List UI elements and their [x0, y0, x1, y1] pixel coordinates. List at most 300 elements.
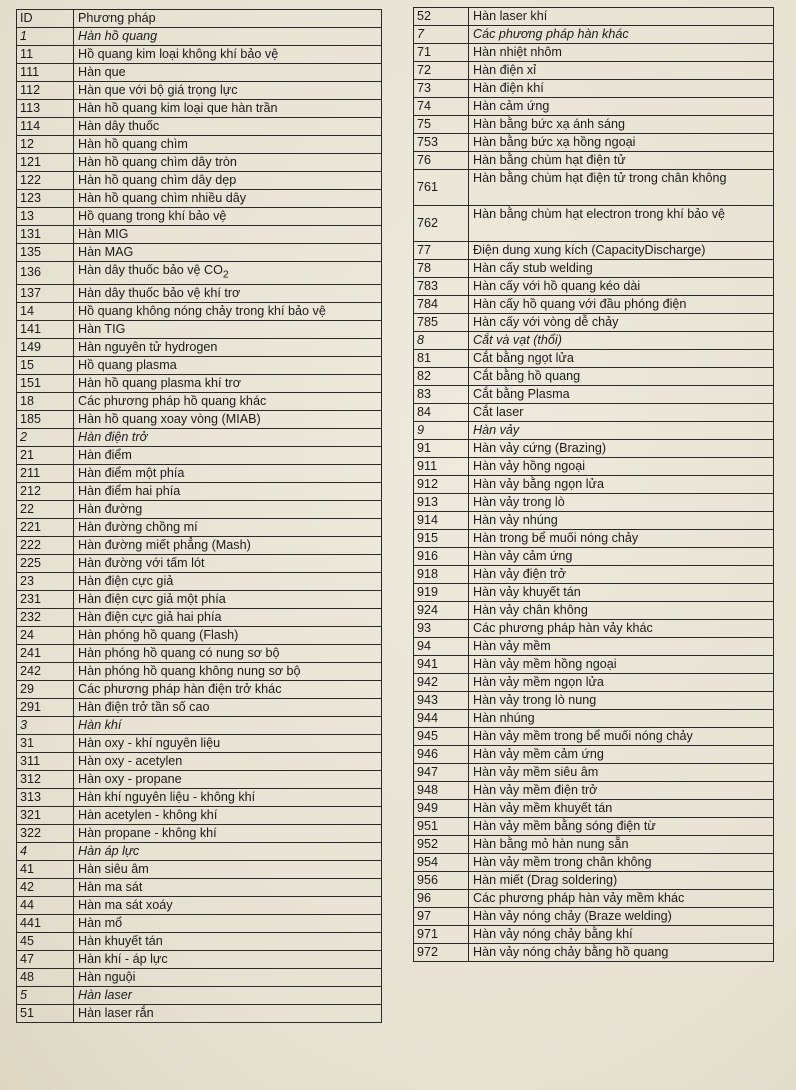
table-row: [414, 440, 774, 458]
table-row: [414, 98, 774, 116]
table-row: [414, 44, 774, 62]
method-name-text: Hàn vảy chân không: [473, 603, 588, 617]
method-name-cell: [469, 476, 774, 494]
table-row: [414, 728, 774, 746]
method-id-cell: 221: [17, 518, 74, 536]
method-name-cell: [469, 656, 774, 674]
table-row: [414, 584, 774, 602]
table-row: [17, 482, 382, 500]
method-id-cell: 916: [414, 548, 469, 566]
table-row: [17, 64, 382, 82]
method-name-cell: [469, 638, 774, 656]
left-table-body: [17, 10, 382, 1023]
method-name-text: Hàn vảy mềm trong chân không: [473, 855, 652, 869]
method-id-cell: 137: [17, 284, 74, 302]
method-id-cell: 211: [17, 464, 74, 482]
method-name-text: Các phương pháp hàn vảy mềm khác: [473, 891, 685, 905]
table-row: [17, 82, 382, 100]
method-name-cell: [469, 296, 774, 314]
method-id-cell: 321: [17, 806, 74, 824]
method-id-cell: 946: [414, 746, 469, 764]
method-name-text: Hàn cấy hồ quang với đầu phóng điện: [473, 297, 687, 311]
method-name-cell: [74, 410, 382, 428]
method-name-cell: [74, 716, 382, 734]
method-id-cell: 242: [17, 662, 74, 680]
method-name-cell: [469, 440, 774, 458]
table-row: [414, 242, 774, 260]
method-name-text: Hàn bằng bức xạ ánh sáng: [473, 117, 625, 131]
method-id-cell: 76: [414, 152, 469, 170]
method-name-cell: [469, 278, 774, 296]
method-name-text: Hàn vảy cảm ứng: [473, 549, 573, 563]
method-name-text: Hàn vảy cứng (Brazing): [473, 441, 607, 455]
method-id-cell: 947: [414, 764, 469, 782]
table-row: [414, 8, 774, 26]
table-row: [17, 518, 382, 536]
table-row: [414, 134, 774, 152]
method-name-cell: [74, 770, 382, 788]
method-name-cell: [74, 986, 382, 1004]
method-name-cell: [74, 608, 382, 626]
table-row: [17, 896, 382, 914]
method-name-cell: [469, 116, 774, 134]
method-name-text: Cắt và vạt (thổi): [473, 333, 562, 347]
method-name-text: Hàn vảy mềm cảm ứng: [473, 747, 604, 761]
method-id-cell: 222: [17, 536, 74, 554]
table-row: [414, 512, 774, 530]
method-name-cell: [469, 620, 774, 638]
method-id-cell: 1: [17, 28, 74, 46]
method-name-cell: [74, 482, 382, 500]
method-name-cell: [469, 134, 774, 152]
method-name-cell: [469, 818, 774, 836]
method-name-cell: [74, 1004, 382, 1022]
method-id-cell: 4: [17, 842, 74, 860]
method-name-cell: [74, 172, 382, 190]
method-name-text: Hàn vảy nhúng: [473, 513, 558, 527]
method-id-cell: 212: [17, 482, 74, 500]
method-name-text: Hàn hồ quang chìm dây tròn: [78, 155, 237, 169]
method-id-cell: 185: [17, 410, 74, 428]
table-row: [17, 860, 382, 878]
method-name-text: Hàn vảy mềm siêu âm: [473, 765, 599, 779]
method-id-cell: 241: [17, 644, 74, 662]
table-row: [414, 656, 774, 674]
table-row: [414, 152, 774, 170]
method-name-cell: [74, 100, 382, 118]
table-row: [17, 374, 382, 392]
method-name-text: Hàn que: [78, 65, 126, 79]
method-name-cell: [469, 80, 774, 98]
method-name-text: Hàn điện trở tần số cao: [78, 699, 210, 714]
table-row: [17, 320, 382, 338]
method-name-text: Hàn khí - áp lực: [78, 951, 168, 966]
table-row: [17, 698, 382, 716]
table-row: [17, 986, 382, 1004]
method-name-cell: [74, 46, 382, 64]
method-id-cell: 141: [17, 320, 74, 338]
method-name-cell: [74, 680, 382, 698]
table-row: [414, 314, 774, 332]
table-row: [414, 620, 774, 638]
table-row: [17, 244, 382, 262]
method-id-cell: 22: [17, 500, 74, 518]
method-name-cell: [74, 374, 382, 392]
method-id-cell: 75: [414, 116, 469, 134]
method-name-cell: [74, 518, 382, 536]
method-id-cell: 48: [17, 968, 74, 986]
method-name-text: Các phương pháp hàn điện trở khác: [78, 681, 282, 696]
method-name-cell: [74, 554, 382, 572]
method-name-cell: [469, 692, 774, 710]
method-id-cell: 941: [414, 656, 469, 674]
method-name-text: Hàn vảy bằng ngọn lửa: [473, 477, 604, 491]
method-name-text: Hàn nguyên tử hydrogen: [78, 339, 218, 354]
table-row: [414, 422, 774, 440]
method-name-cell: [469, 566, 774, 584]
method-name-cell: [469, 458, 774, 476]
method-id-cell: 971: [414, 926, 469, 944]
method-name-text: Hàn phóng hồ quang không nung sơ bộ: [78, 663, 301, 678]
table-row: [17, 302, 382, 320]
table-row: [17, 464, 382, 482]
method-id-cell: 949: [414, 800, 469, 818]
table-row: [414, 278, 774, 296]
method-name-text: Hàn đường miết phẳng (Mash): [78, 537, 251, 552]
method-id-cell: 918: [414, 566, 469, 584]
method-id-cell: 914: [414, 512, 469, 530]
method-id-cell: 78: [414, 260, 469, 278]
method-id-cell: 915: [414, 530, 469, 548]
table-row: [414, 386, 774, 404]
method-name-cell: [469, 674, 774, 692]
method-name-text: Hàn vảy nóng chảy bằng hồ quang: [473, 945, 669, 959]
method-id-cell: 14: [17, 302, 74, 320]
table-row: [414, 782, 774, 800]
method-name-text: Hàn cấy với vòng dễ chảy: [473, 315, 619, 329]
table-row: [17, 788, 382, 806]
method-id-cell: 322: [17, 824, 74, 842]
table-row: [17, 932, 382, 950]
method-name-text: Hàn điện xỉ: [473, 63, 537, 77]
method-name-text: Hàn hồ quang chìm dây dẹp: [78, 173, 237, 187]
table-row: [414, 602, 774, 620]
method-name-cell: [469, 908, 774, 926]
method-name-text: Hàn trong bể muối nóng chảy: [473, 531, 639, 545]
method-id-cell: 948: [414, 782, 469, 800]
table-row: [414, 80, 774, 98]
table-row: [17, 662, 382, 680]
table-row: [414, 926, 774, 944]
method-name-text: Hàn vảy mềm trong bể muối nóng chảy: [473, 729, 693, 743]
table-row: [17, 824, 382, 842]
table-row: [17, 136, 382, 154]
table-row: [17, 392, 382, 410]
method-id-cell: 112: [17, 82, 74, 100]
method-name-text: Các phương pháp hồ quang khác: [78, 393, 267, 408]
method-name-text: Hồ quang không nóng chảy trong khí bảo vệ: [78, 303, 326, 318]
method-name-cell: [74, 118, 382, 136]
method-name-text: Hàn vảy nóng chảy (Braze welding): [473, 909, 672, 923]
method-name-cell: [74, 500, 382, 518]
method-name-cell: [74, 806, 382, 824]
method-id-cell: 29: [17, 680, 74, 698]
method-name-cell: [469, 98, 774, 116]
method-name-cell: [469, 350, 774, 368]
method-id-cell: 21: [17, 446, 74, 464]
table-row: [17, 806, 382, 824]
method-id-cell: 9: [414, 422, 469, 440]
table-row: [17, 626, 382, 644]
method-name-cell: [469, 548, 774, 566]
table-row: [414, 818, 774, 836]
method-name-text: Hàn TIG: [78, 321, 126, 336]
subscript-text: 2: [222, 268, 229, 281]
method-name-text: Cắt bằng Plasma: [473, 387, 570, 401]
table-row: [414, 908, 774, 926]
table-row: [414, 836, 774, 854]
method-name-text: Hàn cấy với hồ quang kéo dài: [473, 279, 641, 293]
method-id-cell: 71: [414, 44, 469, 62]
method-id-cell: 784: [414, 296, 469, 314]
method-name-cell: [74, 644, 382, 662]
method-name-text: Hàn ma sát: [78, 879, 143, 894]
method-id-cell: 945: [414, 728, 469, 746]
method-id-cell: 312: [17, 770, 74, 788]
method-name-text: Hàn MAG: [78, 245, 134, 259]
method-name-cell: [74, 28, 382, 46]
method-id-cell: 943: [414, 692, 469, 710]
method-name-cell: [74, 590, 382, 608]
method-id-cell: 944: [414, 710, 469, 728]
method-id-cell: 93: [414, 620, 469, 638]
method-name-text: Hàn nhúng: [473, 711, 535, 725]
method-id-cell: 761: [414, 170, 469, 206]
method-name-text: Hàn vảy mềm bằng sóng điện từ: [473, 819, 656, 833]
table-row: [414, 296, 774, 314]
method-name-text: Hàn dây thuốc bảo vệ khí trơ: [78, 285, 241, 300]
method-name-text: Hàn que với bộ giá trọng lực: [78, 83, 238, 97]
method-name-text: Các phương pháp hàn khác: [473, 27, 629, 41]
method-name-cell: [469, 710, 774, 728]
method-name-cell: [74, 208, 382, 226]
method-name-cell: [74, 284, 382, 302]
method-name-cell: [469, 404, 774, 422]
method-name-text: Hàn laser: [78, 987, 132, 1002]
table-row: [414, 746, 774, 764]
table-row: [17, 878, 382, 896]
method-name-text: Hàn đường: [78, 501, 143, 516]
method-id-cell: 972: [414, 944, 469, 962]
table-row: [414, 26, 774, 44]
table-row: [17, 572, 382, 590]
method-name-text: Hàn cảm ứng: [473, 99, 550, 113]
method-name-cell: [469, 422, 774, 440]
method-name-cell: [74, 190, 382, 208]
table-row: [414, 890, 774, 908]
method-id-cell: 952: [414, 836, 469, 854]
table-row: [17, 410, 382, 428]
method-name-cell: [74, 446, 382, 464]
method-id-cell: 951: [414, 818, 469, 836]
method-name-text: Hồ quang trong khí bảo vệ: [78, 209, 227, 223]
method-name-cell: [469, 152, 774, 170]
column-header-method: Phương pháp: [74, 10, 382, 28]
table-row: [17, 446, 382, 464]
table-row: [17, 536, 382, 554]
table-row: [414, 800, 774, 818]
table-row: [17, 118, 382, 136]
method-name-text: Hàn bằng chùm hạt electron trong khí bảo vệ: [473, 207, 726, 221]
method-name-text: Hàn mổ: [78, 915, 123, 930]
method-id-cell: 82: [414, 368, 469, 386]
method-id-cell: 81: [414, 350, 469, 368]
method-name-text: Hàn điểm: [78, 447, 132, 462]
method-id-cell: 13: [17, 208, 74, 226]
method-id-cell: 113: [17, 100, 74, 118]
method-name-text: Hàn đường chồng mí: [78, 519, 198, 534]
method-name-text: Hàn phóng hồ quang có nung sơ bộ: [78, 645, 280, 660]
method-id-cell: 8: [414, 332, 469, 350]
method-name-text: Hàn hồ quang kim loại que hàn trần: [78, 101, 278, 115]
method-id-cell: 5: [17, 986, 74, 1004]
table-row: [414, 530, 774, 548]
method-name-text: Hàn vảy điện trở: [473, 567, 566, 581]
method-name-text: Các phương pháp hàn vảy khác: [473, 621, 653, 635]
table-row: [414, 872, 774, 890]
table-row: [17, 1004, 382, 1022]
table-row: [17, 608, 382, 626]
method-id-cell: 83: [414, 386, 469, 404]
method-name-cell: [74, 734, 382, 752]
method-name-cell: [74, 932, 382, 950]
method-name-cell: [469, 872, 774, 890]
method-name-text: Hàn bằng chùm hạt điện tử: [473, 153, 626, 167]
method-name-cell: [74, 896, 382, 914]
method-name-text: Hàn bằng chùm hạt điện tử trong chân không: [473, 171, 727, 185]
method-id-cell: 919: [414, 584, 469, 602]
table-row: [414, 458, 774, 476]
method-id-cell: 96: [414, 890, 469, 908]
method-name-cell: [469, 746, 774, 764]
method-name-text: Hàn bằng mỏ hàn nung sẵn: [473, 837, 629, 851]
method-name-text: Hàn acetylen - không khí: [78, 807, 218, 822]
method-name-text: Hàn hồ quang plasma khí trơ: [78, 375, 241, 390]
method-name-text: Hàn vảy mềm ngọn lửa: [473, 675, 604, 689]
method-id-cell: 231: [17, 590, 74, 608]
table-row: [17, 680, 382, 698]
table-row: [17, 968, 382, 986]
table-row: [17, 500, 382, 518]
method-name-text: Hồ quang kim loại không khí bảo vệ: [78, 47, 279, 61]
method-id-cell: 114: [17, 118, 74, 136]
method-id-cell: 311: [17, 752, 74, 770]
method-name-cell: [74, 914, 382, 932]
method-id-cell: 753: [414, 134, 469, 152]
method-name-text: Hàn propane - không khí: [78, 825, 217, 840]
method-name-text: Hàn vảy mềm khuyết tán: [473, 801, 613, 815]
method-name-text: Hàn bằng bức xạ hồng ngoại: [473, 135, 636, 149]
table-row: [414, 548, 774, 566]
method-id-cell: 123: [17, 190, 74, 208]
method-name-text: Hàn dây thuốc: [78, 119, 160, 133]
method-name-cell: [74, 338, 382, 356]
method-name-cell: [74, 244, 382, 262]
method-id-cell: 7: [414, 26, 469, 44]
table-row: [17, 190, 382, 208]
table-row: [414, 638, 774, 656]
method-name-cell: [74, 302, 382, 320]
method-name-cell: [74, 968, 382, 986]
method-name-cell: [74, 82, 382, 100]
table-row: [17, 554, 382, 572]
method-name-cell: [74, 262, 382, 285]
column-header-id: ID: [17, 10, 74, 28]
table-row: [414, 710, 774, 728]
method-name-cell: [469, 764, 774, 782]
method-id-cell: 73: [414, 80, 469, 98]
method-name-text: Hàn MIG: [78, 227, 129, 241]
method-name-text: Hàn hồ quang: [78, 29, 158, 43]
method-name-cell: [74, 878, 382, 896]
method-name-cell: [469, 170, 774, 206]
method-id-cell: 12: [17, 136, 74, 154]
method-name-cell: [469, 584, 774, 602]
table-row: [17, 28, 382, 46]
method-id-cell: 94: [414, 638, 469, 656]
method-id-cell: 913: [414, 494, 469, 512]
method-name-text: Hàn phóng hồ quang (Flash): [78, 627, 239, 642]
method-id-cell: 912: [414, 476, 469, 494]
method-name-cell: [74, 788, 382, 806]
table-row: [414, 350, 774, 368]
table-row: [17, 734, 382, 752]
method-name-text: Hàn cấy stub welding: [473, 261, 593, 275]
method-name-text: Hàn áp lực: [78, 843, 140, 858]
method-name-text: Hàn hồ quang xoay vòng (MIAB): [78, 411, 261, 426]
method-name-cell: [74, 950, 382, 968]
table-row: [17, 226, 382, 244]
method-name-text: Hàn vảy mềm hồng ngoại: [473, 657, 617, 671]
method-name-cell: [74, 356, 382, 374]
method-id-cell: 291: [17, 698, 74, 716]
method-name-cell: [469, 944, 774, 962]
table-row: [17, 338, 382, 356]
method-id-cell: 72: [414, 62, 469, 80]
method-name-cell: [74, 136, 382, 154]
method-name-text: Hàn nguội: [78, 969, 136, 984]
method-name-text: Hàn đường với tấm lót: [78, 555, 205, 570]
method-name-text: Hàn ma sát xoáy: [78, 897, 173, 912]
method-id-cell: 77: [414, 242, 469, 260]
method-id-cell: 151: [17, 374, 74, 392]
table-row: [17, 262, 382, 285]
method-name-cell: [469, 62, 774, 80]
method-id-cell: 149: [17, 338, 74, 356]
method-id-cell: 762: [414, 206, 469, 242]
method-name-text: Hồ quang plasma: [78, 357, 177, 372]
method-name-text: Điện dung xung kích (CapacityDischarge): [473, 243, 706, 257]
table-row: [17, 590, 382, 608]
table-row: [17, 950, 382, 968]
method-name-text: Hàn điện khí: [473, 81, 544, 95]
method-name-text: Hàn điện cực giả hai phía: [78, 609, 222, 624]
method-name-text: Hàn miết (Drag soldering): [473, 873, 618, 887]
method-name-cell: [74, 842, 382, 860]
method-name-cell: [74, 752, 382, 770]
method-id-cell: 232: [17, 608, 74, 626]
table-row: [17, 644, 382, 662]
